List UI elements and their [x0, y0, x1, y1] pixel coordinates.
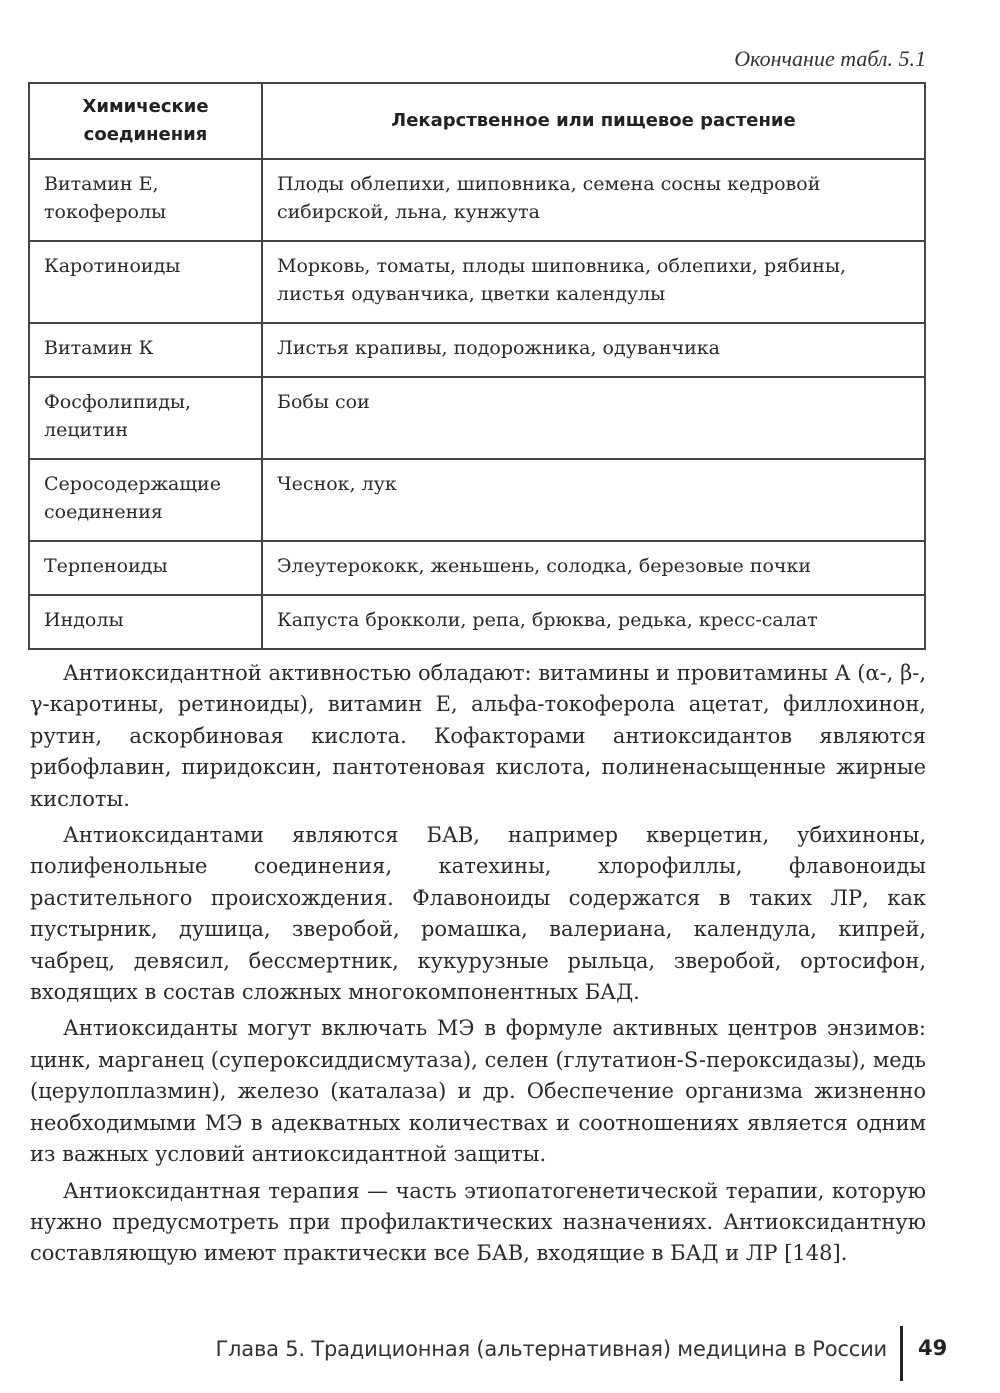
- table-caption: Окончание табл. 5.1: [734, 46, 926, 71]
- header-plants: Лекарственное или пищевое растение: [262, 83, 925, 159]
- plant-cell: Капуста брокколи, репа, брюква, редька, кресс-салат: [262, 595, 925, 649]
- plant-cell: Морковь, томаты, плоды шиповника, облепихи, рябины, листья одуванчика, цветки календулы: [262, 241, 925, 323]
- paragraph: Антиоксидантами являются БАВ, например кверцетин, убихиноны, полифенольные соединения, катехины, хлорофиллы, флавоноиды растительного происхождения. Флавоноиды содержатся в таких ЛР, как пустырник, душица, зверобой, ромашка, валериана, календула, кипрей, чабрец, девясил, бессмертник, кукурузные рыльца, зверобой, ортосифон, входящих в состав сложных многокомпонентных БАД.: [30, 823, 926, 1005]
- table-row: [29, 241, 925, 323]
- table-row: [29, 159, 925, 241]
- footer-divider: [900, 1326, 903, 1381]
- table-row: [29, 323, 925, 377]
- compound-cell: Серосодержащие соединения: [29, 459, 262, 541]
- compound-cell: Каротиноиды: [29, 241, 262, 323]
- compound-cell: Витамин К: [29, 323, 262, 377]
- paragraph: Антиоксидантная терапия — часть этиопатогенетической терапии, которую нужно предусмотреть при профилактических назначениях. Антиоксидантную составляющую имеют практически все БАВ, входящие в БАД и ЛР [148].: [30, 1178, 926, 1266]
- table-header-row: [29, 83, 925, 159]
- table-row: [29, 377, 925, 459]
- table-row: [29, 595, 925, 649]
- compound-cell: Терпеноиды: [29, 541, 262, 595]
- page-number: 49: [918, 1336, 948, 1360]
- plant-cell: Плоды облепихи, шиповника, семена сосны кедровой сибирской, льна, кунжута: [262, 159, 925, 241]
- compound-cell: Индолы: [29, 595, 262, 649]
- plant-cell: Бобы сои: [262, 377, 925, 459]
- header-compounds: Химические соединения: [29, 83, 262, 159]
- running-footer-chapter-title: Глава 5. Традиционная (альтернативная) медицина в России: [215, 1337, 887, 1361]
- compound-cell: Витамин Е, токоферолы: [29, 159, 262, 241]
- plant-cell: Листья крапивы, подорожника, одуванчика: [262, 323, 925, 377]
- paragraph: Антиоксидантной активностью обладают: витамины и провитамины А (α-, β-, γ-каротины, ретиноиды), витамин Е, альфа-токоферола ацетат, филлохинон, рутин, аскорбиновая кислота. Кофакторами антиоксидантов являются рибофлавин, пиридоксин, пантотеновая кислота, полиненасыщенные жирные кислоты.: [30, 661, 926, 811]
- body-text: [30, 658, 926, 1275]
- compound-cell: Фосфолипиды, лецитин: [29, 377, 262, 459]
- plant-cell: Чеснок, лук: [262, 459, 925, 541]
- plants-compounds-table: [28, 82, 926, 650]
- paragraph: Антиоксиданты могут включать МЭ в формуле активных центров энзимов: цинк, марганец (супероксиддисмутаза), селен (глутатион-S-пероксидазы), медь (церулоплазмин), железо (каталаза) и др. Обеспечение организма жизненно необходимыми МЭ в адекватных количествах и соотношениях является одним из важных условий антиоксидантной защиты.: [30, 1016, 926, 1167]
- table-row: [29, 459, 925, 541]
- plant-cell: Элеутерококк, женьшень, солодка, березовые почки: [262, 541, 925, 595]
- table-row: [29, 541, 925, 595]
